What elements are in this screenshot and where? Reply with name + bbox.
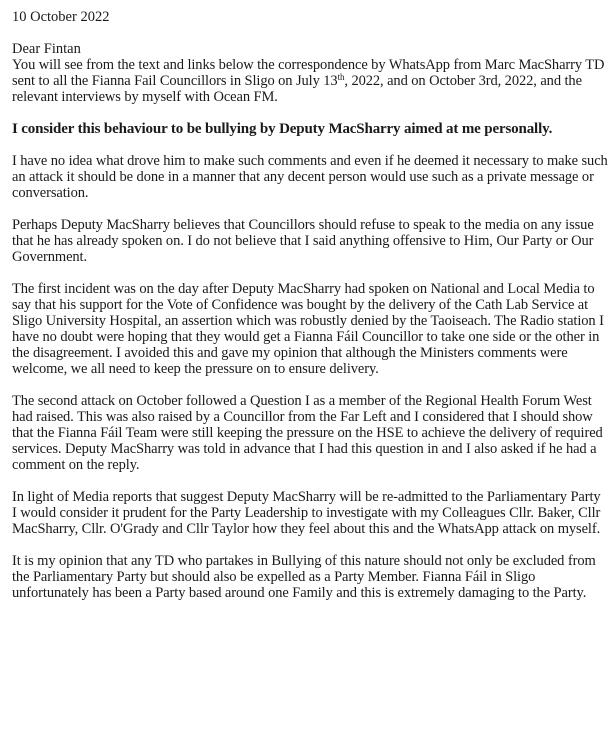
- intro-paragraph: [12, 57, 608, 105]
- letter-date: 10 October 2022: [12, 9, 110, 25]
- paragraph-opinion: It is my opinion that any TD who partakes in Bullying of this nature should not only be excluded from the Parliamentary Party but should also be expelled as a Party Member. Fianna Fáil in Sligo unfortunately has been a Party based around one Family and this is extremely damaging to the Party.: [12, 553, 596, 601]
- letter-page: [12, 9, 608, 617]
- paragraph-motive: I have no idea what drove him to make such comments and even if he deemed it necessary to make such an attack it should be done in a manner that any decent person would use such as a private message or conversation.: [12, 153, 608, 201]
- paragraph-media: Perhaps Deputy MacSharry believes that Councillors should refuse to speak to the media on any issue that he has already spoken on. I do not believe that I said anything offensive to Him, Our Party or Our Government.: [12, 217, 594, 265]
- ordinal-superscript: th: [337, 72, 345, 82]
- bold-statement: I consider this behaviour to be bullying by Deputy MacSharry aimed at me personally.: [12, 121, 553, 137]
- intro-text-part2: , 2022, and on October 3rd, 2022, and the relevant interviews by myself with Ocean FM.: [12, 73, 582, 105]
- paragraph-readmission: In light of Media reports that suggest Deputy MacSharry will be re-admitted to the Parliamentary Party I would consider it prudent for the Party Leadership to investigate with my Colleagues Cllr. Baker, Cllr MacSharry, Cllr. O'Grady and Cllr Taylor how they feel about this and the WhatsApp attack on myself.: [12, 489, 601, 537]
- intro-text-part1: You will see from the text and links below the correspondence by WhatsApp from Marc MacSharry TD sent to all the Fianna Fail Councillors in Sligo on July 13: [12, 57, 605, 89]
- salutation: Dear Fintan: [12, 41, 81, 57]
- paragraph-second-attack: The second attack on October followed a Question I as a member of the Regional Health Forum West had raised. This was also raised by a Councillor from the Far Left and I considered that I should show that the Fianna Fáil Team were still keeping the pressure on the HSE to achieve the delivery of required services. Deputy MacSharry was told in advance that I had this question in and I also asked if he had a comment on the reply.: [12, 393, 603, 473]
- paragraph-first-incident: The first incident was on the day after Deputy MacSharry had spoken on National and Local Media to say that his support for the Vote of Confidence was bought by the delivery of the Cath Lab Service at Sligo University Hospital, an assertion which was robustly denied by the Taoiseach. The Radio station I have no doubt were hoping that they would get a Fianna Fáil Councillor to take one side or the other in the disagreement. I avoided this and gave my opinion that although the Ministers comments were welcome, we all need to keep the pressure on to ensure delivery.: [12, 281, 604, 377]
